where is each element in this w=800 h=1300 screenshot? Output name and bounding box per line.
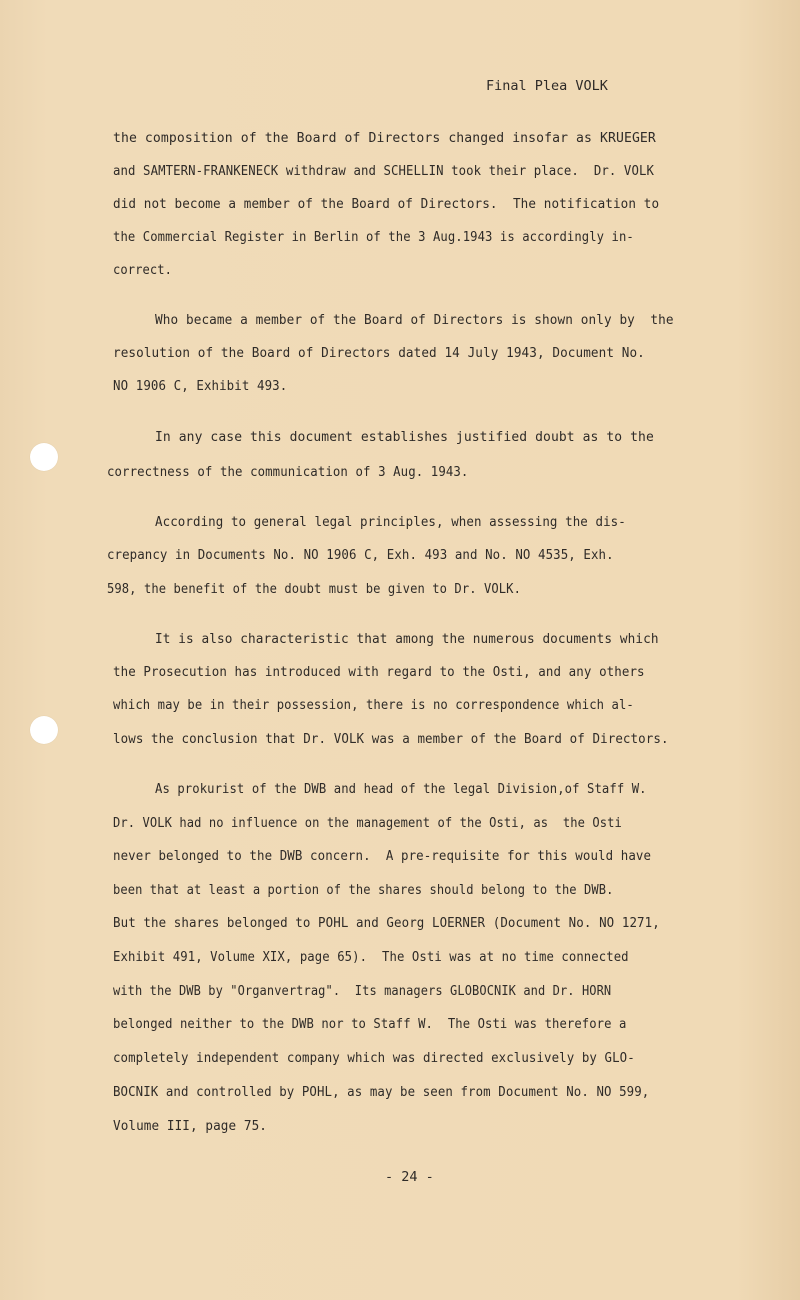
text-line-27: BOCNIK and controlled by POHL, as may be seen from Document No. NO 599, — [113, 1085, 650, 1100]
text-line-7: resolution of the Board of Directors dated 14 July 1943, Document No. — [113, 346, 645, 361]
text-line-14: It is also characteristic that among the numerous documents which — [155, 632, 659, 647]
text-line-13: 598, the benefit of the doubt must be given to Dr. VOLK. — [107, 582, 521, 597]
text-line-1: the composition of the Board of Directors changed insofar as KRUEGER — [113, 131, 656, 146]
text-line-19: Dr. VOLK had no influence on the management of the Osti, as the Osti — [113, 816, 622, 831]
text-line-12: crepancy in Documents No. NO 1906 C, Exh. 493 and No. NO 4535, Exh. — [107, 548, 614, 563]
text-line-22: But the shares belonged to POHL and Georg LOERNER (Document No. NO 1271, — [113, 916, 660, 931]
text-line-6: Who became a member of the Board of Directors is shown only by the — [155, 313, 674, 328]
text-line-20: never belonged to the DWB concern. A pre-requisite for this would have — [113, 849, 652, 864]
text-line-17: lows the conclusion that Dr. VOLK was a member of the Board of Directors. — [113, 732, 669, 747]
text-line-10: correctness of the communication of 3 Aug. 1943. — [107, 465, 469, 480]
page-header: Final Plea VOLK — [486, 78, 608, 94]
text-line-4: the Commercial Register in Berlin of the 3 Aug.1943 is accordingly in- — [113, 230, 634, 245]
page-number: - 24 - — [385, 1169, 434, 1185]
punch-hole-top — [30, 443, 58, 471]
text-line-24: with the DWB by "Organvertrag". Its managers GLOBOCNIK and Dr. HORN — [113, 984, 612, 999]
text-line-15: the Prosecution has introduced with regard to the Osti, and any others — [113, 665, 645, 680]
text-line-26: completely independent company which was directed exclusively by GLO- — [113, 1051, 635, 1066]
text-line-21: been that at least a portion of the shares should belong to the DWB. — [113, 883, 614, 898]
text-line-23: Exhibit 491, Volume XIX, page 65). The Osti was at no time connected — [113, 950, 629, 965]
text-line-8: NO 1906 C, Exhibit 493. — [113, 379, 288, 394]
text-line-28: Volume III, page 75. — [113, 1119, 268, 1134]
text-line-18: As prokurist of the DWB and head of the legal Division,of Staff W. — [155, 782, 647, 797]
text-line-16: which may be in their possession, there is no correspondence which al- — [113, 698, 634, 713]
punch-hole-bottom — [30, 716, 58, 744]
text-line-3: did not become a member of the Board of Directors. The notification to — [113, 197, 660, 212]
text-line-25: belonged neither to the DWB nor to Staff W. The Osti was therefore a — [113, 1017, 627, 1032]
text-line-5: correct. — [113, 263, 173, 278]
text-line-9: In any case this document establishes justified doubt as to the — [155, 430, 654, 445]
text-line-2: and SAMTERN-FRANKENECK withdraw and SCHELLIN took their place. Dr. VOLK — [113, 164, 654, 179]
text-line-11: According to general legal principles, when assessing the dis- — [155, 515, 626, 530]
